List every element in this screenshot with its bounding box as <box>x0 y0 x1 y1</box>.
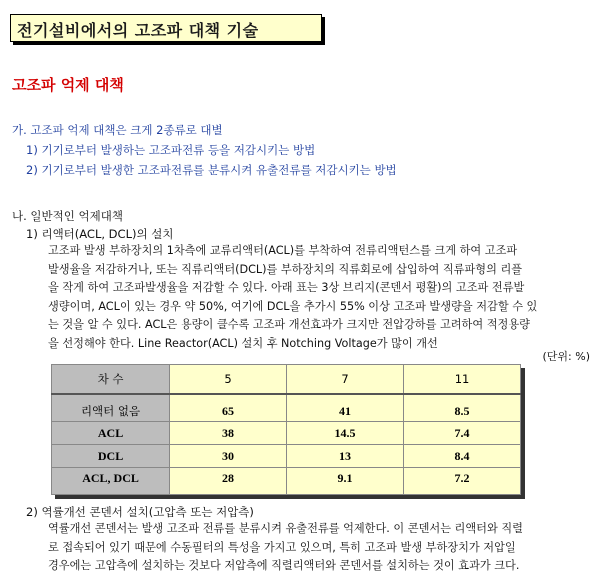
table-row <box>52 445 521 468</box>
paragraph-line: 생량이며, ACL이 있는 경우 약 50%, 여기에 DCL을 추가시 55% 이상 고조파 발생량을 저감할 수 있 <box>48 299 538 313</box>
part-b-sub2-paragraph <box>48 520 596 576</box>
table-cell: 8.4 <box>404 445 521 468</box>
table-cell: 13 <box>287 445 404 468</box>
table-row-label: 리액터 없음 <box>52 394 170 422</box>
table-cell: 9.1 <box>287 468 404 495</box>
paragraph-line: 경우에는 고압측에 설치하는 것보다 저압측에 직렬리액터와 콘덴서를 설치하는 것이 효과가 크다. <box>48 559 520 572</box>
table-row-label: DCL <box>52 445 170 468</box>
table-cell: 41 <box>287 394 404 422</box>
document-title: 전기설비에서의 고조파 대책 기술 <box>17 21 259 40</box>
table-cell: 14.5 <box>287 422 404 445</box>
paragraph-line: 을 작게 하여 고조파발생율을 저감할 수 있다. 아래 표는 3상 브리지(콘덴서 평활)의 고조파 전류발 <box>48 281 525 295</box>
paragraph-line: 로 접속되어 있기 때문에 수동필터의 특성을 가지고 있으며, 특히 고조파 발생 부하장치가 저압일 <box>48 540 516 554</box>
table-row-label: ACL, DCL <box>52 468 170 495</box>
table-row <box>52 468 521 495</box>
paragraph-line: 을 선정해야 한다. Line Reactor(ACL) 설치 후 Notching Voltage가 많이 개선 <box>48 336 438 350</box>
table-cell: 28 <box>170 468 287 495</box>
part-b-sub1-title: 1) 리액터(ACL, DCL)의 설치 <box>26 227 174 241</box>
part-a-item-2: 2) 기기로부터 발생한 고조파전류를 분류시켜 유출전류를 저감시키는 방법 <box>26 163 397 177</box>
table-header-cell: 차 수 <box>52 365 170 395</box>
table-header-cell: 11 <box>404 365 521 395</box>
document-title-box <box>10 14 322 42</box>
section-title: 고조파 억제 대책 <box>12 76 124 94</box>
paragraph-line: 발생율을 저감하거나, 또는 직류리액터(DCL)를 부하장치의 직류회로에 삽입하여 직류파형의 리플 <box>48 262 523 276</box>
part-a-heading: 가. 고조파 억제 대책은 크게 2종류로 대별 <box>12 123 223 137</box>
part-b-sub2-title: 2) 역률개선 콘덴서 설치(고압측 또는 저압측) <box>26 505 254 519</box>
table-cell: 38 <box>170 422 287 445</box>
table-cell: 30 <box>170 445 287 468</box>
table-row <box>52 394 521 422</box>
table-row-label: ACL <box>52 422 170 445</box>
part-b-heading: 나. 일반적인 억제대책 <box>12 209 123 223</box>
table-header-cell: 5 <box>170 365 287 395</box>
table-header-row <box>52 365 521 395</box>
paragraph-line: 역률개선 콘덴서는 발생 고조파 전류를 분류시켜 유출전류를 억제한다. 이 콘덴서는 리액터와 직렬 <box>48 522 523 535</box>
table-cell: 7.4 <box>404 422 521 445</box>
part-a-item-1: 1) 기기로부터 발생하는 고조파전류 등을 저감시키는 방법 <box>26 143 316 157</box>
paragraph-line: 고조파 발생 부하장치의 1차측에 교류리액터(ACL)를 부착하여 전류리액턴스를 크게 하여 고조파 <box>48 244 518 257</box>
unit-label: (단위: %) <box>542 350 590 363</box>
table-header-cell: 7 <box>287 365 404 395</box>
part-b-sub1-paragraph <box>48 242 596 354</box>
table-cell: 65 <box>170 394 287 422</box>
table-cell: 7.2 <box>404 468 521 495</box>
paragraph-line: 는 것을 알 수 있다. ACL은 용량이 클수록 고조파 개선효과가 크지만 전압강하를 고려하여 적정용량 <box>48 318 530 332</box>
table-cell: 8.5 <box>404 394 521 422</box>
harmonic-table <box>51 364 521 495</box>
table-row <box>52 422 521 445</box>
